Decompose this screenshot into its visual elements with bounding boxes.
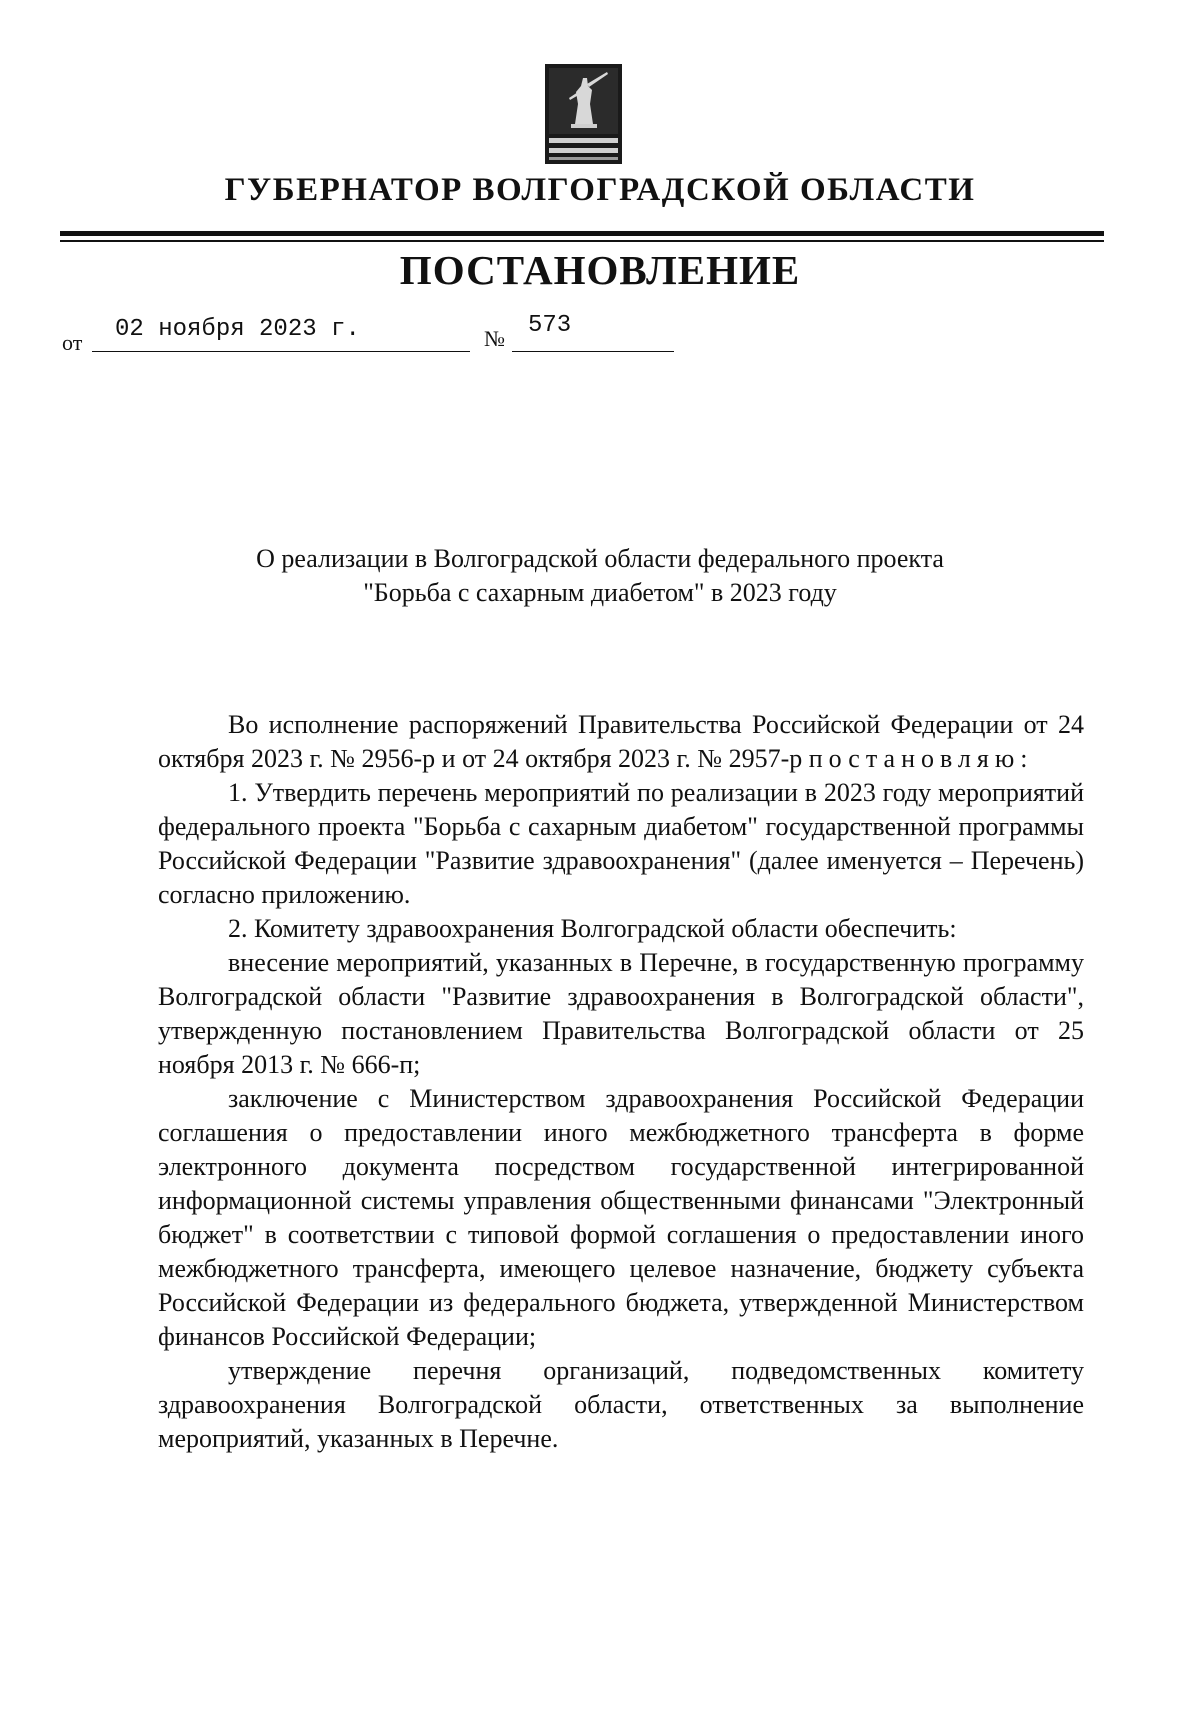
issuer-title: ГУБЕРНАТОР ВОЛГОГРАДСКОЙ ОБЛАСТИ bbox=[224, 172, 976, 208]
body-paragraph-5: утверждение перечня организаций, подведомственных комитету здравоохранения Волгоградской области, ответственных за выполнение мероприятий, указанных в Перечне. bbox=[158, 1356, 1084, 1453]
body-paragraph-intro bbox=[158, 708, 1084, 776]
document-type-heading: ПОСТАНОВЛЕНИЕ bbox=[399, 247, 801, 293]
document-number-value: 573 bbox=[528, 312, 572, 339]
number-underline bbox=[512, 351, 674, 352]
date-from-label: от bbox=[62, 330, 83, 355]
body-paragraph-4: заключение с Министерством здравоохранения Российской Федерации соглашения о предоставлении иного межбюджетного трансферта в форме электронного документа посредством государственной интегрированной информационной системы управления общественными финансами "Электронный бюджет" в соответствии с типовой формой соглашения о предоставлении иного межбюджетного трансферта, имеющего целевое назначение, бюджету субъекта Российской Федерации из федерального бюджета, утвержденной Министерством финансов Российской Федерации; bbox=[158, 1084, 1084, 1351]
intro-text: Во исполнение распоряжений Правительства Российской Федерации от 24 октября 2023 г. № 2956-р и от 24 октября 2023 г. № 2957-р bbox=[158, 710, 1084, 773]
subject-title-line-1: О реализации в Волгоградской области федерального проекта bbox=[256, 544, 944, 573]
volgograd-coat-of-arms-emblem bbox=[545, 64, 622, 164]
body-paragraph-2: 2. Комитету здравоохранения Волгоградской области обеспечить: bbox=[228, 914, 957, 943]
body-paragraph-1: 1. Утвердить перечень мероприятий по реализации в 2023 году мероприятий федерального проекта "Борьба с сахарным диабетом" государственной программы Российской Федерации "Развитие здравоохранения" (далее именуется – Перечень) согласно приложению. bbox=[158, 778, 1084, 909]
resolve-word: постановляю: bbox=[808, 744, 1034, 773]
document-number-label: № bbox=[484, 326, 505, 351]
body-paragraph-3: внесение мероприятий, указанных в Перечне, в государственную программу Волгоградской области "Развитие здравоохранения в Волгоградской области", утвержденную постановлением Правительства Волгоградской области от 25 ноября 2013 г. № 666-п; bbox=[158, 948, 1084, 1079]
subject-title-line-2: "Борьба с сахарным диабетом" в 2023 году bbox=[363, 578, 837, 607]
document-date-value: 02 ноября 2023 г. bbox=[115, 316, 360, 343]
date-underline bbox=[92, 351, 470, 352]
document-subject-title bbox=[0, 542, 1200, 610]
document-body bbox=[158, 708, 1084, 1456]
header-divider-thin bbox=[60, 240, 1104, 242]
header-divider-thick bbox=[60, 231, 1104, 236]
